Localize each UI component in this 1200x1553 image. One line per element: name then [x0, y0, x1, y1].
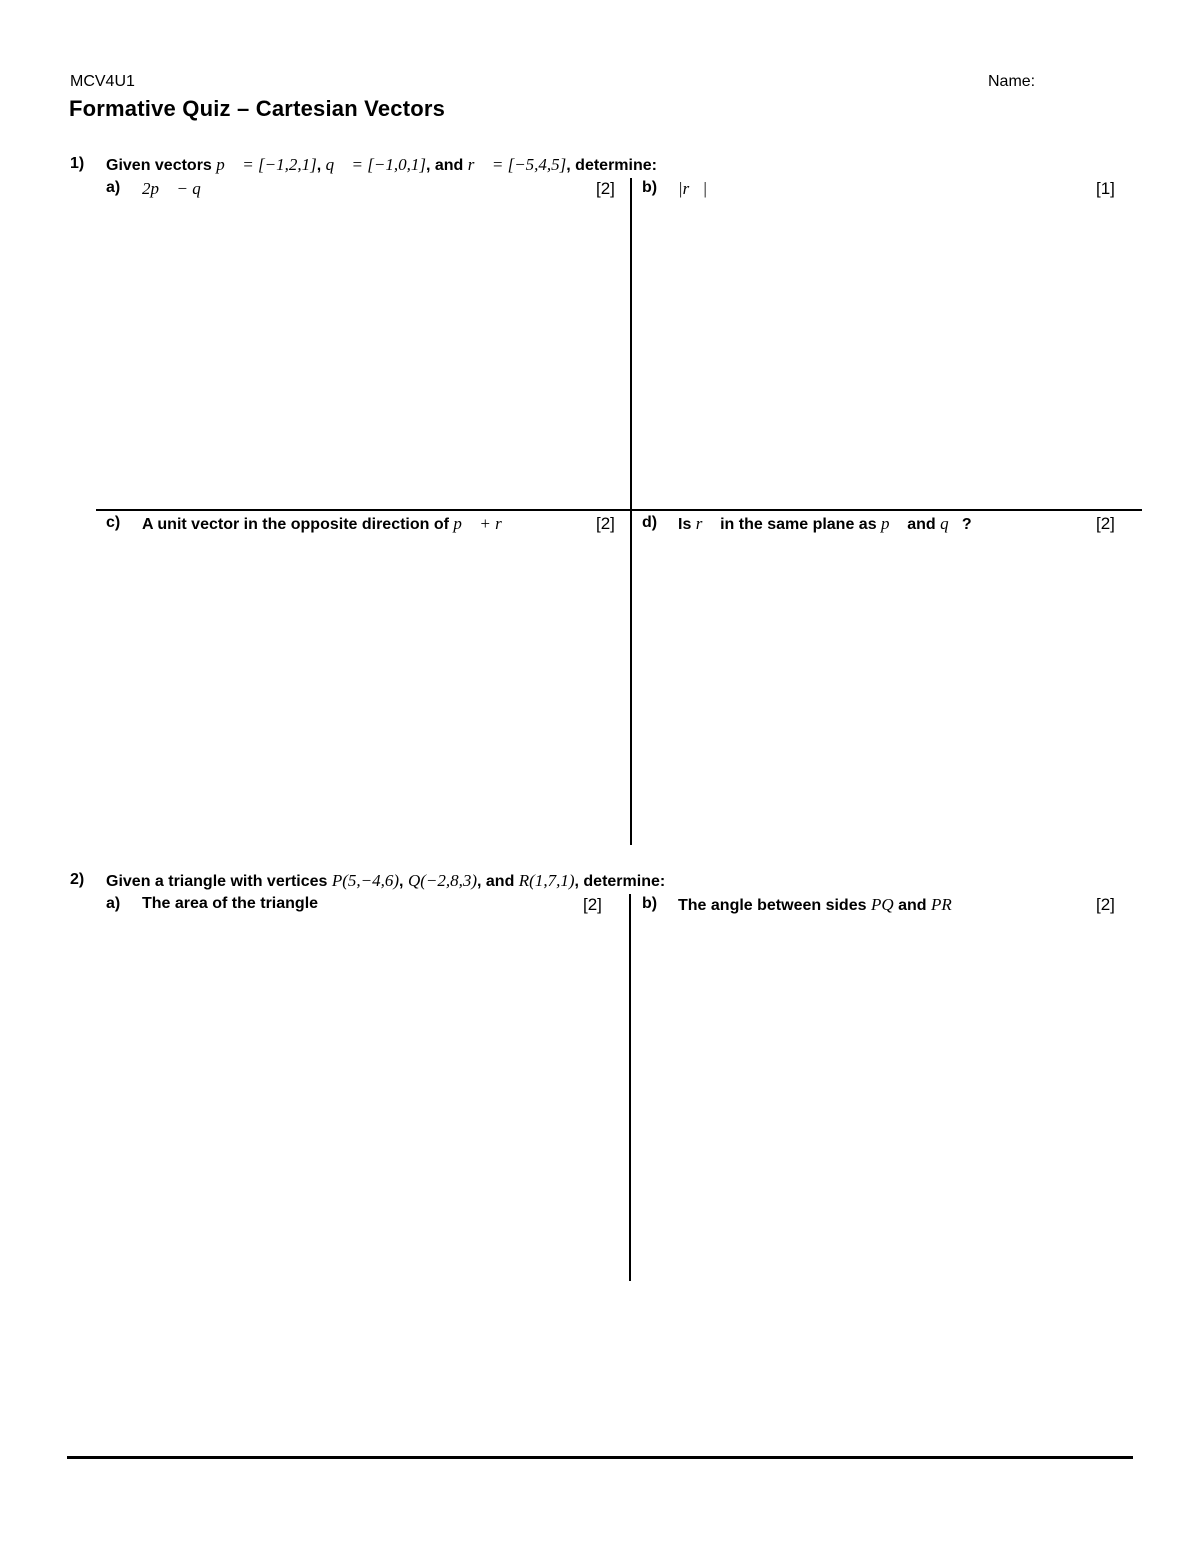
q2b-side-PQ: PQ — [870, 895, 894, 914]
page-title: Formative Quiz – Cartesian Vectors — [69, 96, 446, 121]
footer-rule — [67, 1456, 1133, 1459]
q2b-text — [678, 895, 952, 915]
q2b-side-PR: PR — [930, 895, 952, 914]
q2b-text-start: The angle between sides — [678, 897, 871, 914]
q1-vertical-divider — [630, 178, 632, 845]
q1d-text-end: ? — [961, 516, 972, 533]
q1d-vector-q: q⃗ — [940, 514, 962, 533]
course-code: MCV4U1 — [70, 73, 135, 90]
q1a-expression: 2p⃗ − q⃗ — [142, 179, 214, 198]
q1d-text — [678, 514, 972, 534]
q1d-label: d) — [642, 514, 658, 531]
q1d-text-start: Is — [678, 516, 696, 533]
question-2-prompt — [106, 871, 665, 891]
q2a-text: The area of the triangle — [142, 895, 319, 912]
q1-prompt-end: , determine: — [566, 157, 657, 174]
q1b-label: b) — [642, 179, 658, 196]
q1c-text-start: A unit vector in the opposite direction of — [142, 516, 454, 533]
question-1-prompt — [106, 155, 657, 175]
q1-sep1: , — [316, 157, 326, 174]
q1d-text-mid: in the same plane as — [715, 516, 882, 533]
vertex-Q: Q(−2,8,3) — [407, 871, 478, 890]
q2b-and: and — [893, 897, 931, 914]
q2a-marks: [2] — [583, 895, 602, 914]
q1b-expression: |r⃗| — [678, 179, 708, 198]
q1c-expression: p⃗ + r⃗ — [453, 514, 515, 533]
q1a-label: a) — [106, 179, 121, 196]
question-1-number: 1) — [70, 155, 85, 172]
vertex-R: R(1,7,1) — [518, 871, 575, 890]
q2b-label: b) — [642, 895, 658, 912]
q2-sep2: , and — [477, 873, 519, 890]
q2-prompt-start: Given a triangle with vertices — [106, 873, 332, 890]
q2-prompt-end: , determine: — [574, 873, 666, 890]
q1d-and: and — [902, 516, 941, 533]
q1d-vector-p: p⃗ — [881, 514, 903, 533]
q1c-label: c) — [106, 514, 121, 531]
q1d-marks: [2] — [1096, 514, 1115, 533]
name-label: Name: — [988, 73, 1036, 90]
q1-sep2: , and — [425, 157, 468, 174]
q1b-marks: [1] — [1096, 179, 1115, 198]
vertex-P: P(5,−4,6) — [331, 871, 400, 890]
q2-vertical-divider — [629, 894, 631, 1281]
q1-prompt-start: Given vectors — [106, 157, 217, 174]
vector-r-definition: r⃗ = [−5,4,5] — [467, 155, 567, 174]
question-2-number: 2) — [70, 871, 85, 888]
q1c-marks: [2] — [596, 514, 615, 533]
q2b-marks: [2] — [1096, 895, 1115, 914]
q1-horizontal-divider — [96, 509, 1142, 511]
vector-p-definition: p⃗ = [−1,2,1] — [216, 155, 317, 174]
vector-q-definition: q⃗ = [−1,0,1] — [325, 155, 426, 174]
q1a-marks: [2] — [596, 179, 615, 198]
q2a-label: a) — [106, 895, 121, 912]
q2-sep1: , — [399, 873, 408, 890]
q1c-text — [142, 514, 515, 534]
q1d-vector-r: r⃗ — [695, 514, 716, 533]
